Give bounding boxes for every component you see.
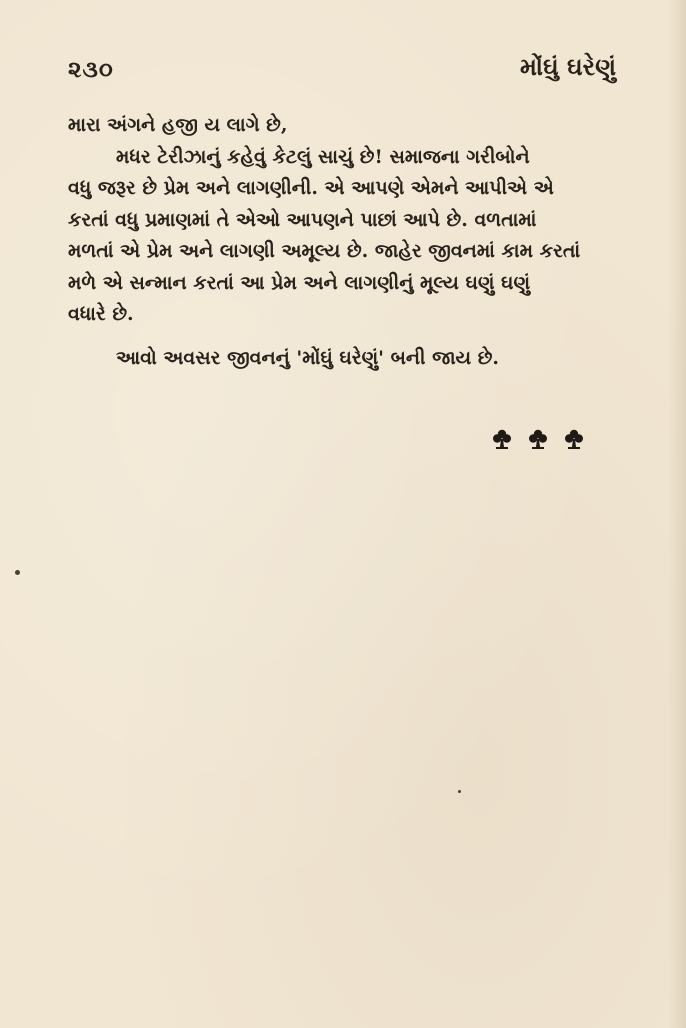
text-line-5: મળતાં એ પ્રેમ અને લાગણી અમૂલ્ય છે. જાહેર જીવનમાં કામ કરતાં [68,240,581,262]
text-line-3: વધુ જરૂર છે પ્રેમ અને લાગણીની. એ આપણે એમને આપીએ એ [68,177,554,199]
text-line-1: મારા અંગને હજી ય લાગે છે, [68,114,288,136]
text-line-7: વધારે છે. [68,303,134,325]
trefoil-ornament-icon [562,428,586,458]
text-line-2: મધર ટેરીઝાનું કહેવું કેટલું સાચું છે! સમાજના ગરીબોને [116,145,530,168]
page-header [68,52,616,88]
paragraph-gap [68,331,618,343]
text-line-6: મળે એ સન્માન કરતાં આ પ્રેમ અને લાગણીનું મૂલ્ય ઘણું ઘણું [68,271,531,294]
text-line-4: કરતાં વધુ પ્રમાણમાં તે એઓ આપણને પાછાં આપે છે. વળતામાં [68,208,537,231]
text-line-8: આવો અવસર જીવનનું 'મોંઘું ઘરેણું' બની જાય છે. [116,346,500,369]
paper-speck [15,570,20,575]
ornament-group [490,428,590,458]
page-number: ૨૩૦ [68,56,114,83]
running-title: મોંઘું ઘરેણું [520,52,616,81]
trefoil-ornament-icon [526,428,550,458]
page-edge-shadow [668,0,686,1028]
page-content [68,110,618,374]
trefoil-ornament-icon [490,428,514,458]
paper-speck [458,790,461,793]
